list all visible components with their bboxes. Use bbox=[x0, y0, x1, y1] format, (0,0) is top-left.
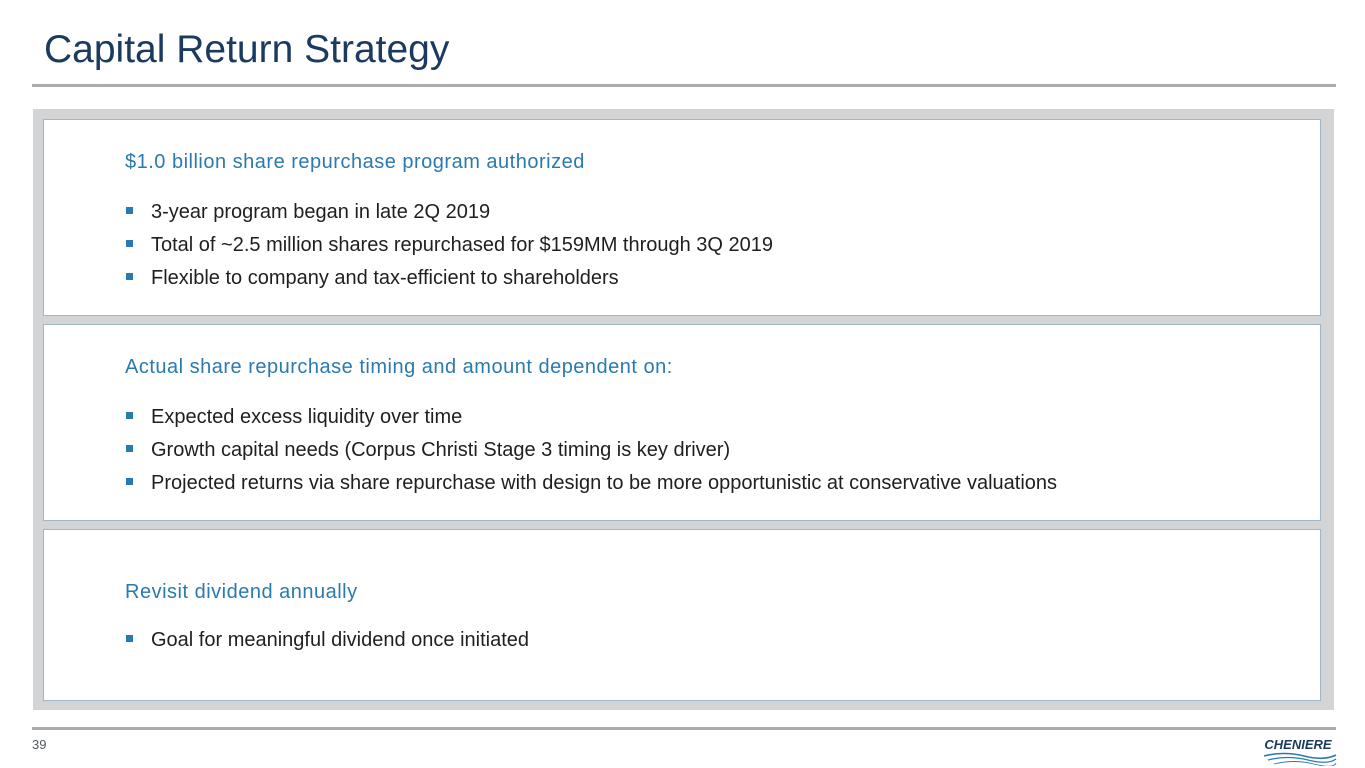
bullet-text: Growth capital needs (Corpus Christi Stage 3 timing is key driver) bbox=[151, 439, 731, 461]
title-divider bbox=[32, 84, 1336, 87]
square-bullet-icon bbox=[126, 207, 133, 214]
bullet-text: Flexible to company and tax-efficient to shareholders bbox=[151, 267, 619, 289]
square-bullet-icon bbox=[126, 412, 133, 419]
content-frame bbox=[33, 109, 1334, 710]
bullet-text: Total of ~2.5 million shares repurchased for $159MM through 3Q 2019 bbox=[151, 234, 774, 256]
bullet-text: Goal for meaningful dividend once initiated bbox=[151, 629, 530, 651]
cheniere-logo-icon bbox=[1258, 734, 1338, 766]
page-number: 39 bbox=[32, 737, 47, 752]
bullet-text: Expected excess liquidity over time bbox=[151, 406, 463, 428]
square-bullet-icon bbox=[126, 445, 133, 452]
bullet-text: 3-year program began in late 2Q 2019 bbox=[151, 201, 491, 223]
logo-wave bbox=[1264, 754, 1336, 759]
panel-heading: Actual share repurchase timing and amount dependent on: bbox=[125, 356, 673, 378]
logo-wordmark: CHENIERE bbox=[1264, 737, 1332, 752]
square-bullet-icon bbox=[126, 273, 133, 280]
panel-heading: $1.0 billion share repurchase program authorized bbox=[125, 151, 585, 173]
panel-heading: Revisit dividend annually bbox=[125, 581, 358, 603]
footer-divider bbox=[32, 727, 1336, 730]
square-bullet-icon bbox=[126, 478, 133, 485]
slide-title: Capital Return Strategy bbox=[44, 28, 450, 71]
square-bullet-icon bbox=[126, 635, 133, 642]
panel-repurchase-dependencies bbox=[43, 324, 1321, 521]
square-bullet-icon bbox=[126, 240, 133, 247]
bullet-text: Projected returns via share repurchase with design to be more opportunistic at conservative valuations bbox=[151, 472, 1058, 494]
panel-dividend bbox=[43, 529, 1321, 701]
panel-share-repurchase-program bbox=[43, 119, 1321, 316]
